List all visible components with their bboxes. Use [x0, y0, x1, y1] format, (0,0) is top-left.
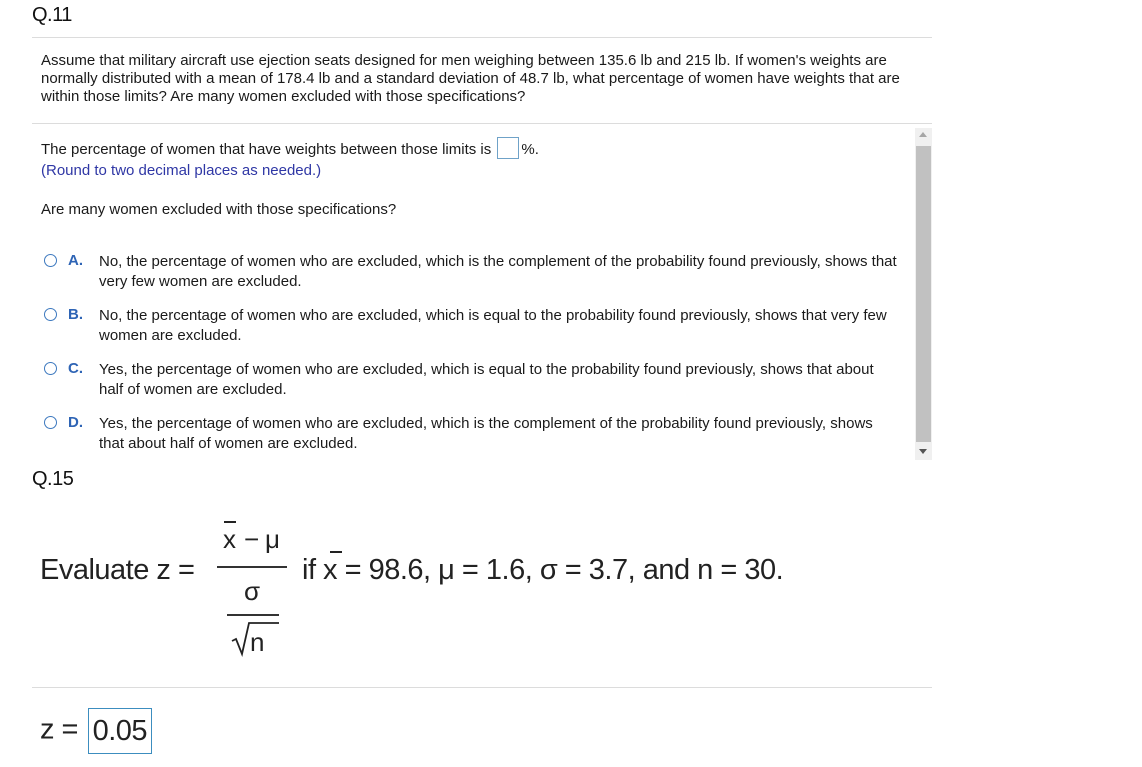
scroll-thumb[interactable] [916, 146, 931, 442]
divider [32, 37, 932, 38]
option-text: Yes, the percentage of women who are excluded, which is equal to the probability found previously, shows that about half of women are excluded. [99, 361, 874, 398]
condition-text: if x = 98.6, μ = 1.6, σ = 3.7, and n = 30. [302, 554, 784, 586]
vertical-scrollbar[interactable] [915, 128, 932, 460]
radio-button[interactable] [44, 308, 57, 321]
radio-button[interactable] [44, 254, 57, 267]
main-fraction-bar [217, 566, 287, 568]
numerator-x: x [223, 524, 236, 554]
evaluate-text: Evaluate z = [40, 554, 195, 586]
z-score-formula [40, 518, 900, 668]
percentage-input[interactable] [497, 137, 519, 159]
scroll-down-arrow-icon[interactable] [919, 449, 927, 454]
round-note: (Round to two decimal places as needed.) [41, 162, 322, 179]
option-text: No, the percentage of women who are excluded, which is equal to the probability found previously, shows that very few women are excluded. [99, 307, 887, 344]
option-text: Yes, the percentage of women who are excluded, which is the complement of the probability found previously, shows that about half of women are excluded. [99, 415, 873, 452]
numerator-mu: μ [265, 524, 280, 554]
percentage-prompt: The percentage of women that have weights between those limits is [41, 141, 492, 158]
z-answer-prefix: z = [40, 713, 78, 746]
denominator-n: n [250, 627, 265, 657]
option-text: No, the percentage of women who are excluded, which is the complement of the probability found previously, shows that very few women are excluded. [99, 253, 897, 290]
z-answer-line [40, 708, 152, 754]
question-text: Assume that military aircraft use ejection seats designed for men weighing between 135.6 lb and 215 lb. If women's weights are normally distributed with a mean of 178.4 lb and a standard deviation of 48.7 lb, what percentage of women have weights that are within those limits? Are many women excluded with those specifications? [41, 52, 900, 105]
excluded-prompt: Are many women excluded with those specifications? [41, 201, 397, 218]
z-answer-input[interactable]: 0.05 [88, 708, 152, 754]
question-15-label: Q.15 [32, 468, 74, 490]
fraction [217, 518, 287, 668]
question-11-label: Q.11 [32, 4, 72, 26]
option-letter: B. [68, 306, 83, 323]
inner-fraction-bar [227, 614, 279, 616]
percentage-suffix: %. [521, 141, 539, 158]
numerator-minus: − [244, 524, 260, 554]
percentage-prompt-line [41, 137, 539, 160]
option-letter: D. [68, 414, 83, 431]
option-letter: C. [68, 360, 83, 377]
denominator-sigma: σ [244, 576, 261, 606]
scroll-up-arrow-icon[interactable] [919, 132, 927, 137]
radio-button[interactable] [44, 362, 57, 375]
radio-button[interactable] [44, 416, 57, 429]
x-bar-overline [330, 551, 342, 553]
divider [32, 687, 932, 688]
option-letter: A. [68, 252, 83, 269]
answer-pane[interactable] [32, 124, 932, 460]
x-bar-overline [224, 521, 236, 523]
